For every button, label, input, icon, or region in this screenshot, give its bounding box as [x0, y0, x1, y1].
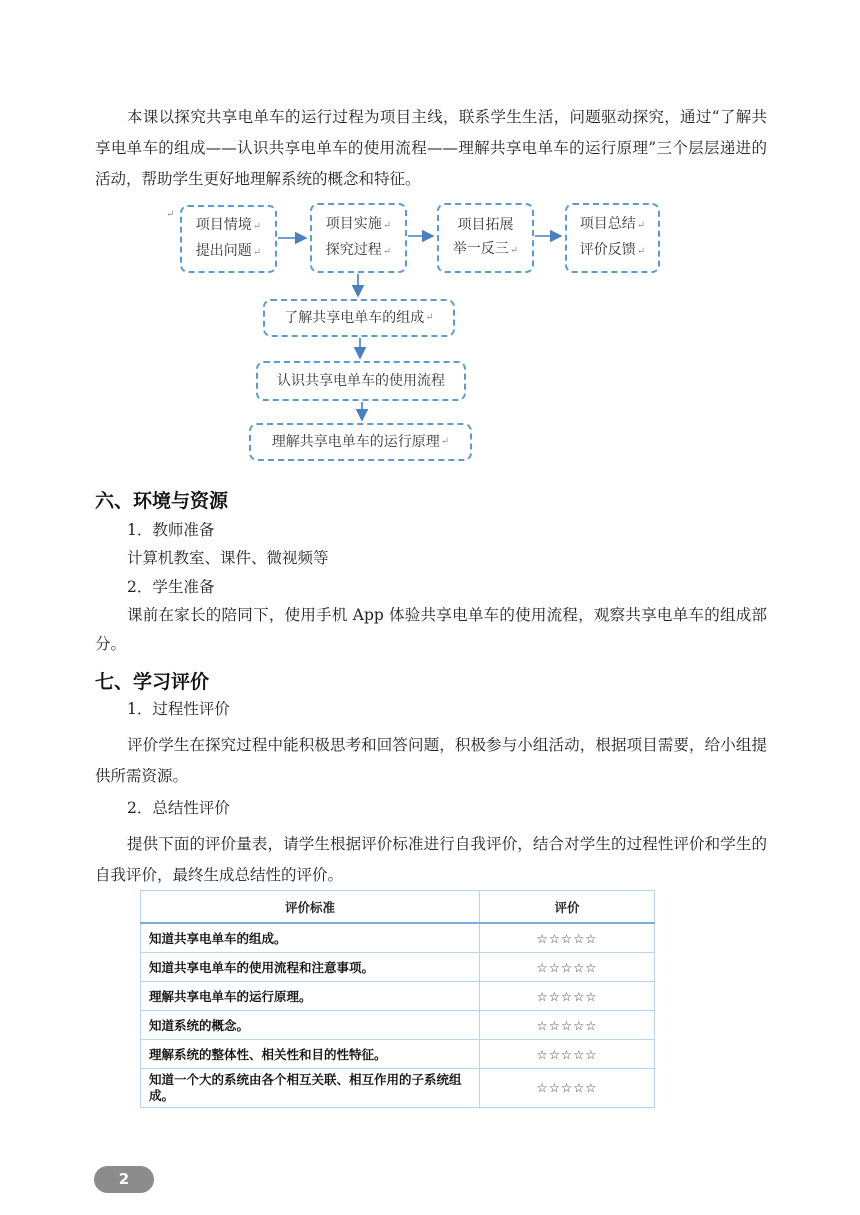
table-header: 评价 — [480, 891, 655, 924]
section7-item2-text: 提供下面的评价量表，请学生根据评价标准进行自我评价，结合对学生的过程性评价和学生的自我评价，最终生成总结性的评价。 — [95, 835, 767, 884]
flow-step-label: 了解共享电单车的组成 — [284, 310, 425, 326]
table-row — [141, 1040, 655, 1069]
flow-step-label: 认识共享电单车的使用流程 — [277, 373, 445, 389]
section6-title: 六、环境与资源 — [95, 490, 229, 512]
table-row — [141, 1011, 655, 1040]
rating-stars: ☆☆☆☆☆ — [480, 953, 655, 982]
flow-box-line: 评价反馈 — [579, 242, 636, 258]
flow-box-project-summary: 项目总结↵ 评价反馈↵ — [565, 203, 660, 273]
section6-item1-text: 计算机教室、课件、微视频等 — [127, 549, 329, 567]
table-header: 评价标准 — [141, 891, 480, 924]
page-number-badge: 2 — [94, 1166, 154, 1193]
rating-stars: ☆☆☆☆☆ — [480, 1011, 655, 1040]
criterion-cell: 知道系统的概念。 — [141, 1011, 480, 1040]
section7-title: 七、学习评价 — [95, 671, 210, 693]
flow-box-line: 提出问题 — [195, 243, 252, 259]
criterion-cell: 理解系统的整体性、相关性和目的性特征。 — [141, 1040, 480, 1069]
section6-item2-text: 课前在家长的陪同下，使用手机 App 体验共享电单车的使用流程，观察共享电单车的组成部分。 — [95, 606, 767, 653]
flow-box-line: 项目拓展 — [457, 217, 514, 233]
section7-item1-label: 1．过程性评价 — [127, 700, 230, 718]
flow-step-label: 理解共享电单车的运行原理 — [271, 434, 440, 450]
flow-box-project-extension: 项目拓展 举一反三↵ — [437, 203, 534, 273]
flow-step-composition: 了解共享电单车的组成 ↵ — [263, 299, 455, 337]
rating-stars: ☆☆☆☆☆ — [480, 982, 655, 1011]
return-mark: ↵ — [166, 209, 175, 220]
section7-item1-text: 评价学生在探究过程中能积极思考和回答问题，积极参与小组活动，根据项目需要，给小组提供所需资源。 — [95, 736, 767, 785]
table-row — [141, 953, 655, 982]
section7-item2-label: 2．总结性评价 — [127, 799, 230, 817]
table-row — [141, 1069, 655, 1108]
criterion-cell: 知道共享电单车的组成。 — [141, 923, 480, 953]
flow-step-operating-principle: 理解共享电单车的运行原理 ↵ — [249, 423, 472, 461]
flow-box-project-context: 项目情境↵ 提出问题↵ — [180, 205, 277, 273]
table-header-row — [141, 891, 655, 924]
flow-box-line: 项目情境 — [195, 217, 252, 233]
section6-item2-label: 2．学生准备 — [127, 578, 215, 596]
criterion-cell: 知道共享电单车的使用流程和注意事项。 — [141, 953, 480, 982]
rating-stars: ☆☆☆☆☆ — [480, 923, 655, 953]
criterion-cell: 知道一个大的系统由各个相互关联、相互作用的子系统组成。 — [141, 1069, 480, 1108]
intro-paragraph: 本课以探究共享电单车的运行过程为项目主线，联系学生生活，问题驱动探究，通过“了解共享电单车的组成——认识共享电单车的使用流程——理解共享电单车的运行原理”三个层层递进的活动，帮助学生更好地理解系统的概念和特征。 — [95, 108, 767, 188]
table-row — [141, 982, 655, 1011]
flow-box-project-implementation: 项目实施↵ 探究过程↵ — [310, 203, 407, 273]
rating-stars: ☆☆☆☆☆ — [480, 1069, 655, 1108]
criterion-cell: 理解共享电单车的运行原理。 — [141, 982, 480, 1011]
rating-stars: ☆☆☆☆☆ — [480, 1040, 655, 1069]
flow-box-line: 项目实施 — [325, 216, 382, 232]
flow-box-line: 探究过程 — [325, 242, 382, 258]
flow-box-line: 项目总结 — [579, 216, 636, 232]
evaluation-table — [140, 890, 655, 1108]
section6-item1-label: 1．教师准备 — [127, 521, 215, 539]
flow-box-line: 举一反三 — [452, 241, 509, 257]
table-row — [141, 923, 655, 953]
